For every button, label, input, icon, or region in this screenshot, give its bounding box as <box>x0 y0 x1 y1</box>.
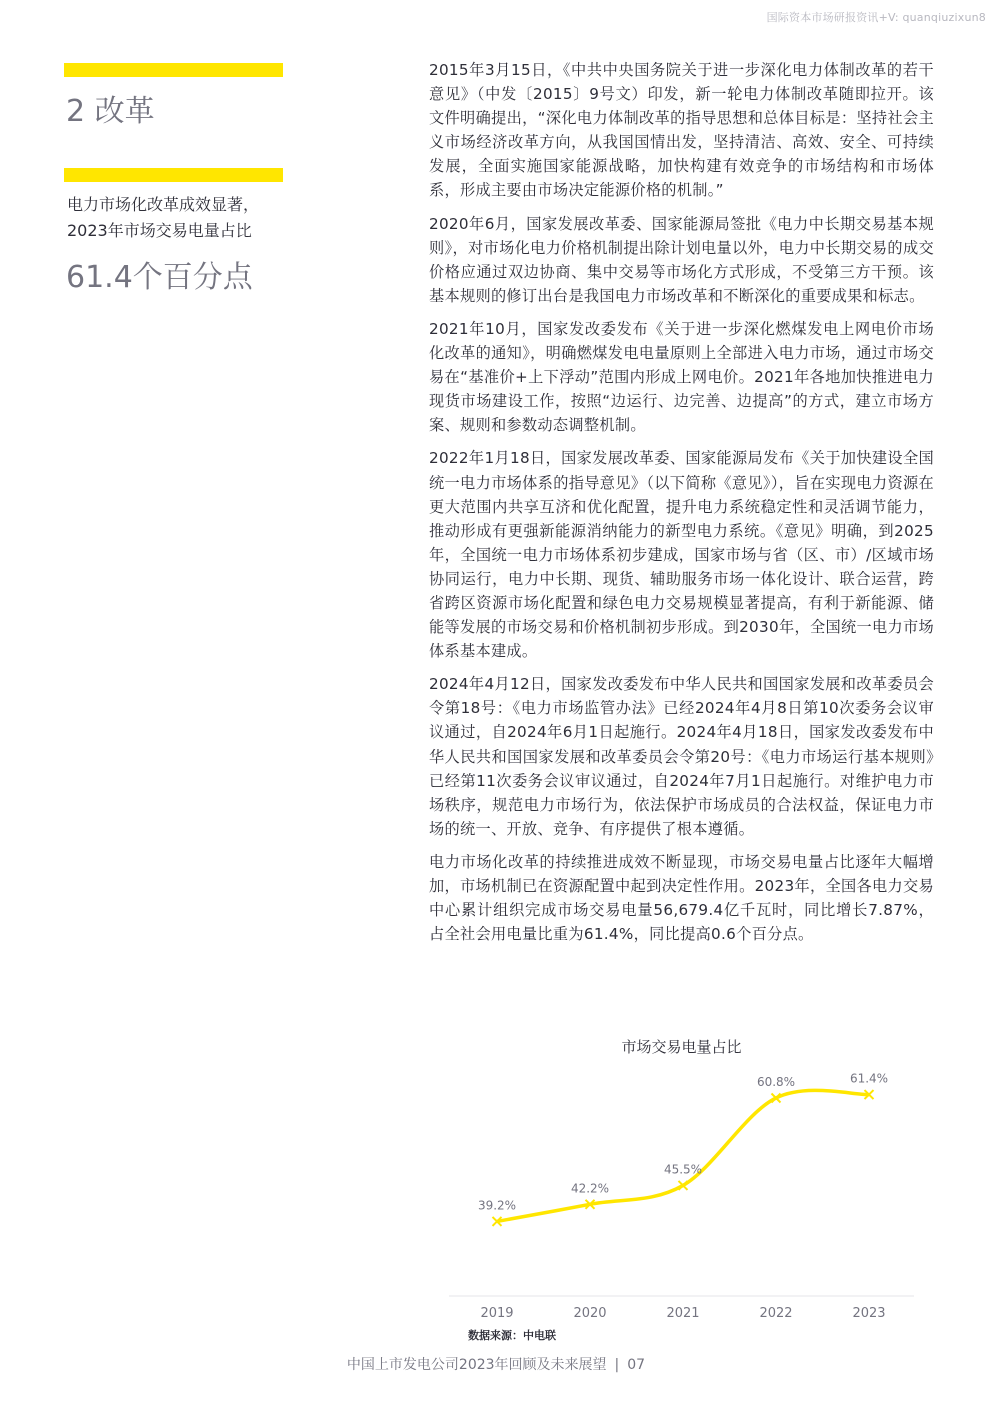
watermark-text: 国际资本市场研报资讯+V: quanqiuzixun8 <box>766 11 986 24</box>
paragraph-2022: 2022年1月18日，国家发展改革委、国家能源局发布《关于加快建设全国统一电力市场体系的指导意见》（以下简称《意见》），旨在实现电力资源在更大范围内共享互济和优化配置，提升电力系统稳定性和灵活调节能力，推动形成有更强新能源消纳能力的新型电力系统。《意见》明确，到2025年，全国统一电力市场体系初步建成，国家市场与省（区、市）/区域市场协同运行，电力中长期、现货、辅助服务市场一体化设计、联合运营，跨省跨区资源市场化配置和绿色电力交易规模显著提高，有利于新能源、储能等发展的市场交易和价格机制初步形成。到2030年，全国统一电力市场体系基本建成。 <box>429 449 934 661</box>
paragraph-2020: 2020年6月，国家发展改革委、国家能源局签批《电力中长期交易基本规则》，对市场化电力价格机制提出除计划电量以外，电力中长期交易的成交价格应通过双边协商、集中交易等市场化方式形成，不受第三方干预。该基本规则的修订出台是我国电力市场改革和不断深化的重要成果和标志。 <box>429 214 934 305</box>
data-label: 61.4% <box>849 1071 889 1086</box>
paragraph-2015: 2015年3月15日，《中共中央国务院关于进一步深化电力体制改革的若干意见》（中发〔2015〕9号文）印发，新一轮电力体制改革随即拉开。该文件明确提出，“深化电力体制改革的指导思想和总体目标是：坚持社会主义市场经济改革方向，从我国国情出发，坚持清洁、高效、安全、可持续发展，全面实施国家能源战略，加快构建有效竞争的市场结构和市场体系，形成主要由市场决定能源价格的机制。” <box>429 61 934 200</box>
section-title: 2 改革 <box>66 94 155 129</box>
x-tick-label: 2022 <box>759 1306 793 1321</box>
footer-title: 中国上市发电公司2023年回顾及未来展望 <box>346 1357 607 1373</box>
page-number: 07 <box>627 1357 646 1373</box>
stat-label-line1: 电力市场化改革成效显著， <box>67 195 260 214</box>
data-label: 39.2% <box>477 1198 517 1213</box>
x-tick-label: 2023 <box>852 1306 886 1321</box>
data-label: 45.5% <box>663 1162 703 1177</box>
x-tick-label: 2020 <box>573 1306 607 1321</box>
paragraph-summary: 电力市场化改革的持续推进成效不断显现，市场交易电量占比逐年大幅增加，市场机制已在资源配置中起到决定性作用。2023年，全国各电力交易中心累计组织完成市场交易电量56,679.4亿千瓦时，同比增长7.87%，占全社会用电量比重为61.4%，同比提高0.6个百分点。 <box>429 852 934 944</box>
chart-plot <box>429 1034 934 1334</box>
data-label: 60.8% <box>756 1075 796 1089</box>
stat-accent-bar <box>64 168 283 182</box>
body-text <box>429 58 934 955</box>
stat-label-line2: 2023年市场交易电量占比 <box>67 221 252 240</box>
x-tick-label: 2019 <box>480 1306 514 1321</box>
paragraph-2024: 2024年4月12日，国家发改委发布中华人民共和国国家发展和改革委员会令第18号：《电力市场监管办法》已经2024年4月8日第10次委务会议审议通过，自2024年6月1日起施行。2024年4月18日，国家发改委发布中华人民共和国国家发展和改革委员会令第20号：《电力市场运行基本规则》已经第11次委务会议审议通过，自2024年7月1日起施行。对维护电力市场秩序，规范电力市场行为，依法保护市场成员的合法权益，保证电力市场的统一、开放、竞争、有序提供了根本遵循。 <box>429 675 934 838</box>
series-line <box>497 1090 869 1221</box>
chart-title: 市场交易电量占比 <box>621 1038 742 1056</box>
source-note: 数据来源：中电联 <box>468 1329 556 1342</box>
x-tick-label: 2021 <box>666 1306 700 1321</box>
footer-separator: | <box>614 1357 620 1373</box>
stat-value: 61.4个百分点 <box>66 260 253 295</box>
paragraph-2021: 2021年10月，国家发改委发布《关于进一步深化燃煤发电上网电价市场化改革的通知》，明确燃煤发电电量原则上全部进入电力市场，通过市场交易在“基准价+上下浮动”范围内形成上网电价。2021年各地加快推进电力现货市场建设工作，按照“边运行、边完善、边提高”的方式，建立市场方案、规则和参数动态调整机制。 <box>429 319 934 435</box>
section-accent-bar <box>64 63 283 77</box>
data-label: 42.2% <box>570 1181 610 1196</box>
stat-label <box>67 192 297 244</box>
page-footer <box>0 1354 992 1374</box>
market-share-chart <box>429 1034 934 1354</box>
